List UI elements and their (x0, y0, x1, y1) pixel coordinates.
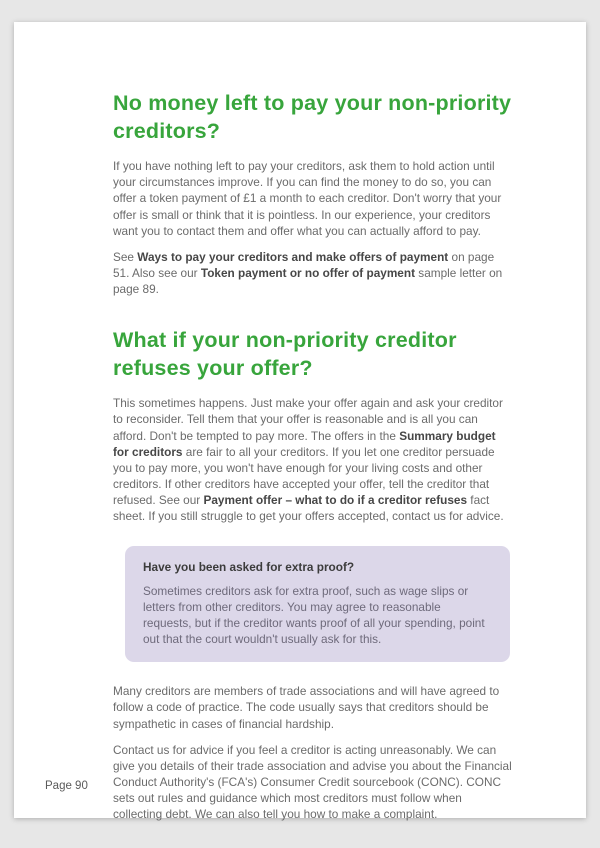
document-page (14, 22, 586, 822)
section-heading-creditor-refuses: What if your non-priority creditor refuses your offer? (113, 328, 457, 380)
paragraph-see-references: See Ways to pay your creditors and make offers of payment on page 51. Also see our Token payment or no offer of payment sample letter on page 89. (113, 249, 503, 297)
page-content (113, 90, 512, 832)
callout-body: Sometimes creditors ask for extra proof, such as wage slips or letters from other creditors. You may agree to reasonable requests, but if the creditor wants proof of all your spending, point out that the court wouldn't usually ask for this. (143, 583, 485, 647)
paragraph-contact-us-conc: Contact us for advice if you feel a creditor is acting unreasonably. We can give you details of their trade association and advise you about the Financial Conduct Authority's (FCA's) Consumer Credit sourcebook (CONC). CONC sets out rules and guidance which most creditors must follow when collecting debt. We can also tell you how to make a complaint. (113, 742, 512, 822)
extra-proof-callout-box (125, 546, 510, 663)
section-heading-no-money-left: No money left to pay your non-priority creditors? (113, 91, 512, 143)
paragraph-token-payment: If you have nothing left to pay your creditors, ask them to hold action until your circumstances improve. If you can find the money to do so, you can offer a token payment of £1 a month to each creditor. Don't worry that your offer is small or think that it is pointless. In our experience, your creditors want you to contact them and offer what you can actually afford to pay. (113, 159, 502, 238)
paragraph-trade-associations: Many creditors are members of trade associations and will have agreed to follow a code of practice. The code usually says that creditors should be sympathetic in cases of financial hardship. (113, 684, 500, 731)
page-number: Page 90 (45, 780, 88, 792)
paragraph-offer-refused-advice: This sometimes happens. Just make your offer again and ask your creditor to reconsider. Tell them that your offer is reasonable and is all you can afford. Don't be tempted to pay more. The offers in the Summary budget for creditors are fair to all your creditors. If you let one creditor persuade you to pay more, you won't have enough for your living costs and other creditors. If other creditors have accepted your offer, tell the creditor that refused. See our Payment offer – what to do if a creditor refuses fact sheet. If you still struggle to get your offers accepted, contact us for advice. (113, 396, 504, 524)
callout-title: Have you been asked for extra proof? (143, 559, 355, 574)
